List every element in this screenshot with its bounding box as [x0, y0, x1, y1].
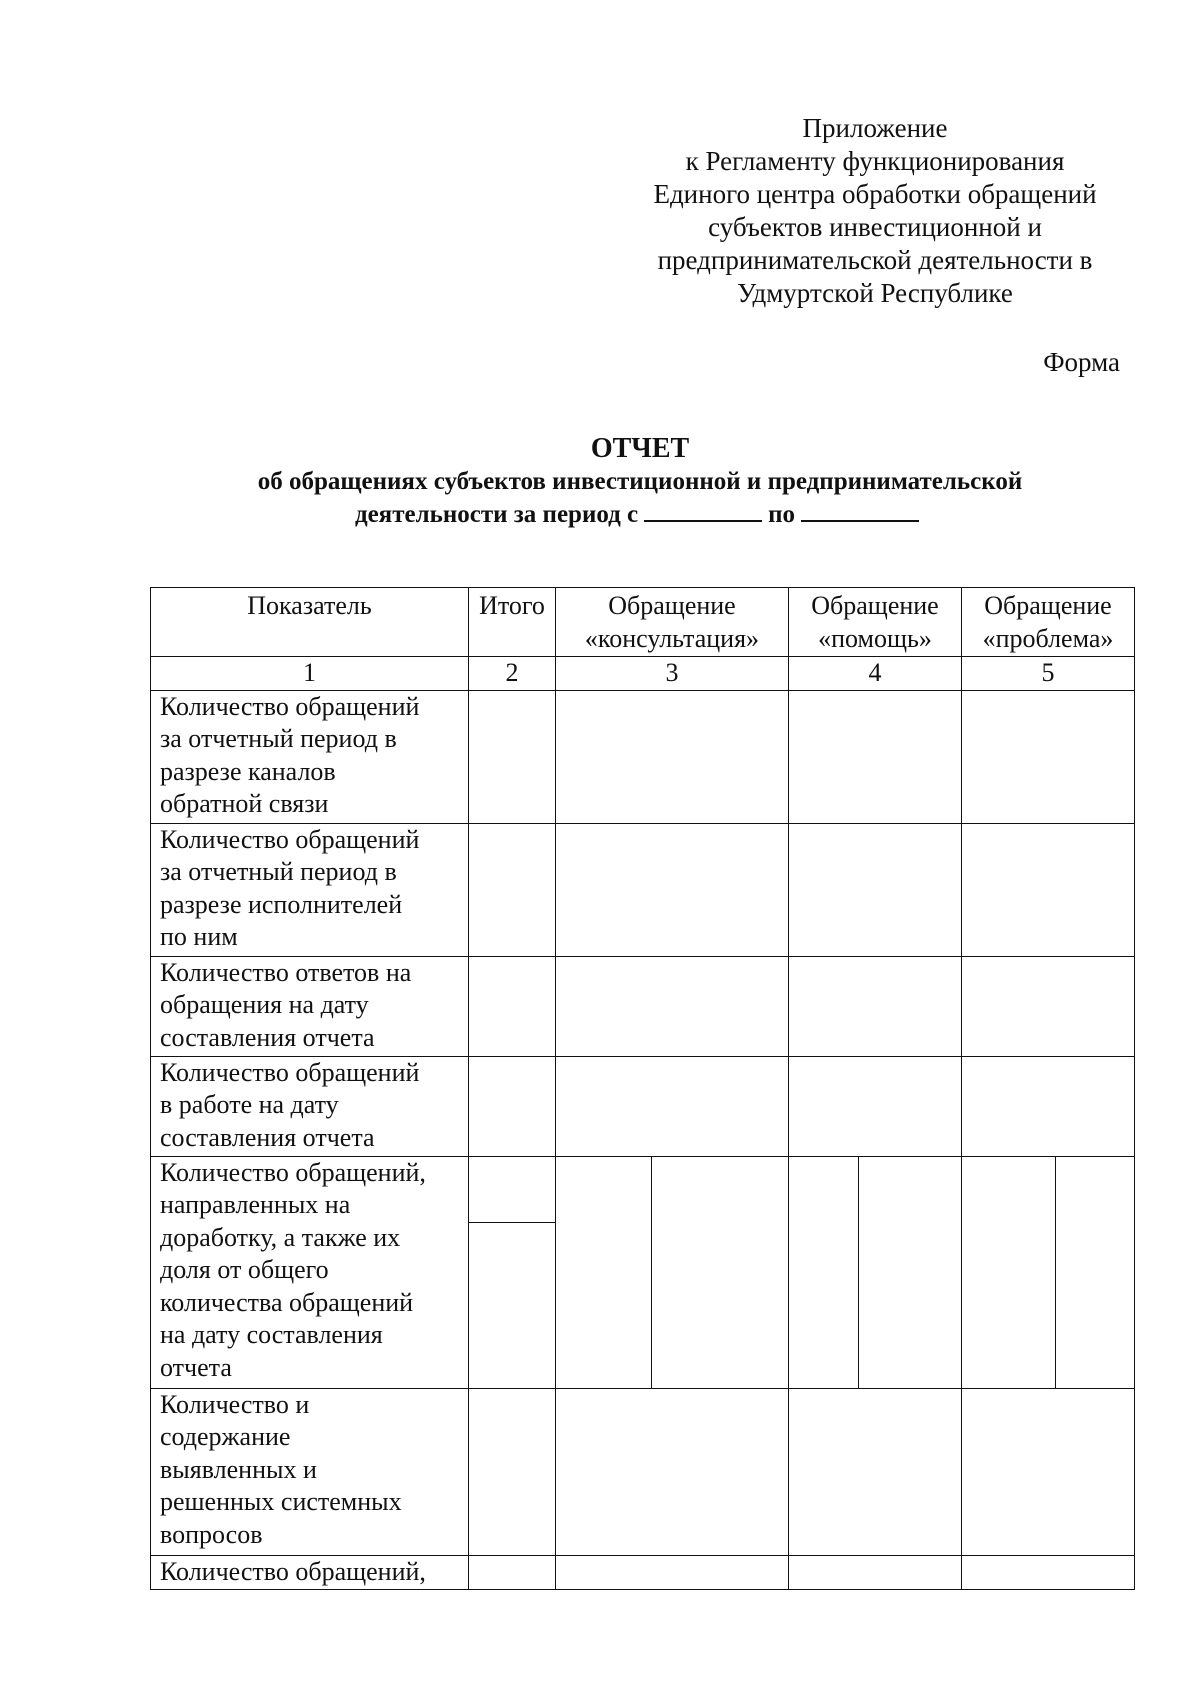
appendix-header	[630, 112, 1120, 310]
period-start-blank	[644, 498, 762, 522]
column-number-row	[151, 657, 1135, 691]
cell-help[interactable]	[789, 690, 962, 823]
header-total: Итого	[469, 588, 556, 657]
cell-consultation-share[interactable]	[652, 1156, 789, 1388]
cell-help[interactable]	[789, 823, 962, 956]
header-problem: Обращение «проблема»	[962, 588, 1135, 657]
row-label: Количество обращений в работе на дату составления отчета	[151, 1056, 469, 1156]
cell-help[interactable]	[789, 1056, 962, 1156]
column-number: 5	[962, 657, 1135, 691]
cell-consultation[interactable]	[556, 823, 789, 956]
cell-consultation[interactable]	[556, 1555, 789, 1589]
column-number: 2	[469, 657, 556, 691]
cell-total-count[interactable]	[469, 1156, 556, 1222]
cell-total[interactable]	[469, 1388, 556, 1555]
header-indicator: Показатель	[151, 588, 469, 657]
cell-problem[interactable]	[962, 690, 1135, 823]
period-middle: по	[768, 501, 796, 528]
row-label: Количество обращений за отчетный период в разрезе исполнителей по ним	[151, 823, 469, 956]
cell-total[interactable]	[469, 1555, 556, 1589]
table-row	[151, 1156, 1135, 1222]
cell-consultation[interactable]	[556, 690, 789, 823]
cell-problem[interactable]	[962, 1388, 1135, 1555]
table-row	[151, 823, 1135, 956]
cell-total[interactable]	[469, 823, 556, 956]
form-label: Форма	[1043, 347, 1120, 377]
cell-help[interactable]	[789, 956, 962, 1056]
cell-consultation[interactable]	[556, 1388, 789, 1555]
column-number: 1	[151, 657, 469, 691]
table-row	[151, 1555, 1135, 1589]
appendix-line: Единого центра обработки обращений	[653, 179, 1097, 209]
cell-problem[interactable]	[962, 1555, 1135, 1589]
header-consultation: Обращение «консультация»	[556, 588, 789, 657]
appendix-line: Приложение	[802, 113, 948, 143]
cell-problem[interactable]	[962, 823, 1135, 956]
cell-help-share[interactable]	[859, 1156, 962, 1388]
cell-problem[interactable]	[962, 956, 1135, 1056]
appendix-line: к Регламенту функционирования	[685, 146, 1065, 176]
period-prefix: деятельности за период с	[354, 501, 639, 528]
cell-help-count[interactable]	[789, 1156, 859, 1388]
cell-total[interactable]	[469, 956, 556, 1056]
report-title-block	[100, 432, 1180, 531]
cell-consultation[interactable]	[556, 956, 789, 1056]
report-table	[150, 587, 1135, 1590]
column-number: 4	[789, 657, 962, 691]
row-label: Количество обращений, направленных на доработку, а также их доля от общего количества обращений на дату составления отчета	[151, 1156, 469, 1388]
appendix-line: Удмуртской Республике	[737, 278, 1013, 308]
table-row	[151, 1056, 1135, 1156]
table-row	[151, 690, 1135, 823]
cell-problem-share[interactable]	[1056, 1156, 1135, 1388]
cell-consultation[interactable]	[556, 1056, 789, 1156]
header-help: Обращение «помощь»	[789, 588, 962, 657]
cell-help[interactable]	[789, 1388, 962, 1555]
cell-problem[interactable]	[962, 1056, 1135, 1156]
table-header-row	[151, 588, 1135, 657]
appendix-line: субъектов инвестиционной и	[708, 212, 1042, 242]
table-row	[151, 1388, 1135, 1555]
column-number: 3	[556, 657, 789, 691]
appendix-line: предпринимательской деятельности в	[657, 245, 1093, 275]
cell-total-share[interactable]	[469, 1222, 556, 1388]
report-period-line	[100, 498, 1180, 531]
table-row	[151, 956, 1135, 1056]
cell-problem-count[interactable]	[962, 1156, 1056, 1388]
cell-help[interactable]	[789, 1555, 962, 1589]
report-subtitle: об обращениях субъектов инвестиционной и предпринимательской	[257, 468, 1023, 495]
row-label: Количество и содержание выявленных и решенных системных вопросов	[151, 1388, 469, 1555]
row-label: Количество обращений,	[151, 1555, 469, 1589]
cell-total[interactable]	[469, 690, 556, 823]
cell-consultation-count[interactable]	[556, 1156, 652, 1388]
row-label: Количество обращений за отчетный период в разрезе каналов обратной связи	[151, 690, 469, 823]
row-label: Количество ответов на обращения на дату составления отчета	[151, 956, 469, 1056]
period-end-blank	[801, 498, 919, 522]
report-title: ОТЧЕТ	[590, 433, 690, 464]
cell-total[interactable]	[469, 1056, 556, 1156]
